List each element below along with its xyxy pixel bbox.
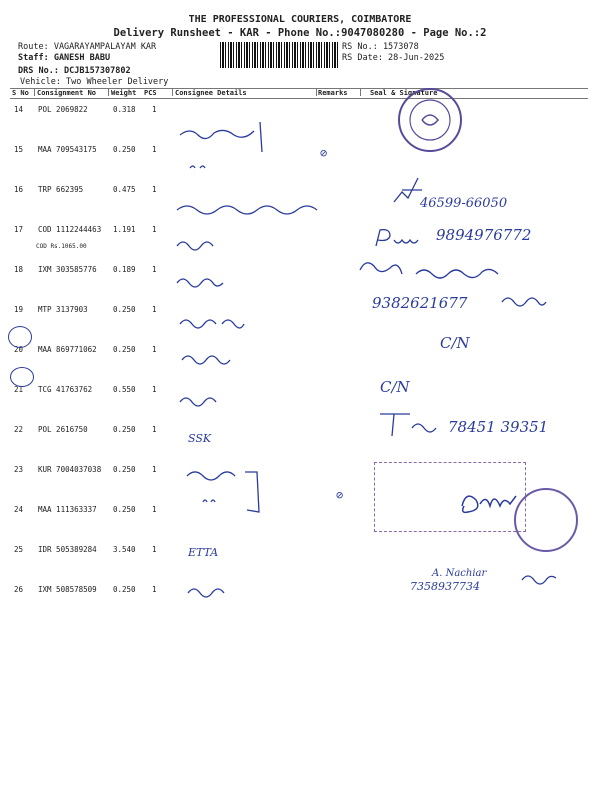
row-consignment: POL 2616750 <box>38 425 88 434</box>
table-row <box>10 142 588 182</box>
row-pcs: 1 <box>152 225 157 234</box>
signature-scribble <box>376 410 446 440</box>
signature-scribble <box>356 256 536 286</box>
handwritten-cn-r21: C/N <box>380 378 410 396</box>
vehicle-label: Vehicle: Two Wheeler Delivery <box>20 77 169 87</box>
table-row <box>10 382 588 422</box>
row-weight: 0.318 <box>113 105 136 114</box>
handwritten-consignee-r25: ETTA <box>188 546 219 559</box>
handwritten-consignee-scribble <box>175 200 355 218</box>
row-pcs: 1 <box>152 345 157 354</box>
remark-mark-icon: ⊘ <box>336 488 344 502</box>
row-pcs: 1 <box>152 425 157 434</box>
row-consignment: COD 1112244463 <box>38 225 102 234</box>
route-label: Route: VAGARAYAMPALAYAM KAR <box>18 42 157 52</box>
row-weight: 0.550 <box>113 385 136 394</box>
staff-label: Staff: GANESH BABU <box>18 53 111 63</box>
row-pcs: 1 <box>152 505 157 514</box>
row-20-circle-mark <box>8 326 32 348</box>
table-row <box>10 102 588 142</box>
handwritten-consignee-r22: SSK <box>188 432 212 445</box>
handwritten-consignee-scribble <box>175 238 215 252</box>
company-title: THE PROFESSIONAL COURIERS, COIMBATORE <box>188 14 412 25</box>
col-header-signature: Seal & Signature <box>370 89 438 97</box>
handwritten-phone-r19: 9382621677 <box>372 294 468 312</box>
col-header-pcs: PCS <box>144 89 157 97</box>
row-consignment: IXM 303585776 <box>38 265 97 274</box>
seal-ring-icon <box>400 90 460 150</box>
row-pcs: 1 <box>152 265 157 274</box>
signature-scribble <box>520 566 560 590</box>
row-21-circle-mark <box>10 367 34 387</box>
row-pcs: 1 <box>152 145 157 154</box>
row-consignment: KUR 7004037038 <box>38 465 102 474</box>
rs-date: RS Date: 28-Jun-2025 <box>342 53 445 63</box>
handwritten-phone-r22: 78451 39351 <box>448 418 549 436</box>
row-sno: 26 <box>14 585 24 594</box>
table-row <box>10 542 588 582</box>
row-consignment: MAA 709543175 <box>38 145 97 154</box>
row-sno: 23 <box>14 465 24 474</box>
row-pcs: 1 <box>152 385 157 394</box>
row-consignment: IXM 508578509 <box>38 585 97 594</box>
row-weight: 0.250 <box>113 425 136 434</box>
row-weight: 0.189 <box>113 265 136 274</box>
handwritten-consignee-scribble <box>178 316 248 330</box>
barcode <box>220 42 338 68</box>
handwritten-consignee-scribble <box>175 275 225 289</box>
table-row <box>10 582 588 622</box>
row-weight: 0.250 <box>113 305 136 314</box>
company-seal-stamp <box>398 88 462 152</box>
signature-scribble <box>372 226 432 250</box>
row-sno: 22 <box>14 425 24 434</box>
col-header-weight: Weight <box>111 89 137 97</box>
row-sno: 15 <box>14 145 24 154</box>
handwritten-cn-r20: C/N <box>440 334 470 352</box>
row-sno: 19 <box>14 305 24 314</box>
office-rect-stamp <box>374 462 526 532</box>
row-sno: 18 <box>14 265 24 274</box>
handwritten-phone-r17: 9894976772 <box>436 226 532 244</box>
table-row <box>10 342 588 382</box>
row-pcs: 1 <box>152 545 157 554</box>
row-weight: 0.250 <box>113 465 136 474</box>
row-weight: 0.250 <box>113 585 136 594</box>
handwritten-consignee-scribble <box>185 468 275 518</box>
row-sno: 20 <box>14 345 24 354</box>
row-pcs: 1 <box>152 185 157 194</box>
row-consignment: IDR 505389284 <box>38 545 97 554</box>
handwritten-name-r26: A. Nachiar <box>432 568 487 579</box>
row-weight: 0.250 <box>113 345 136 354</box>
row-consignment: TCG 41763762 <box>38 385 93 394</box>
row-pcs: 1 <box>152 105 157 114</box>
row-consignment: POL 2069822 <box>38 105 88 114</box>
cod-amount-note: COD Rs.1065.00 <box>36 243 87 250</box>
runsheet-subtitle: Delivery Runsheet - KAR - Phone No.:9047080280 - Page No.:2 <box>113 27 487 39</box>
row-sno: 14 <box>14 105 24 114</box>
handwritten-phone-r26: 7358937734 <box>410 580 480 593</box>
row-pcs: 1 <box>152 585 157 594</box>
signature-scribble <box>500 290 550 310</box>
col-header-consignee: Consignee Details <box>175 89 247 97</box>
signature-scribble <box>392 176 432 206</box>
row-sno: 24 <box>14 505 24 514</box>
handwritten-consignee-scribble <box>186 585 236 601</box>
row-sno: 16 <box>14 185 24 194</box>
col-header-sno: S No <box>12 89 29 97</box>
rs-number: RS No.: 1573078 <box>342 42 419 52</box>
row-sno: 17 <box>14 225 24 234</box>
row-pcs: 1 <box>152 465 157 474</box>
row-weight: 3.540 <box>113 545 136 554</box>
row-weight: 0.250 <box>113 505 136 514</box>
row-consignment: MAA 869771062 <box>38 345 97 354</box>
handwritten-phone-r16: 46599-66050 <box>420 196 508 211</box>
row-weight: 0.475 <box>113 185 136 194</box>
office-round-stamp <box>514 488 578 552</box>
drs-label: DRS No.: DCJB157307802 <box>18 66 131 76</box>
handwritten-consignee-scribble <box>180 352 240 366</box>
handwritten-consignee-scribble <box>175 120 275 190</box>
handwritten-consignee-scribble <box>178 394 228 408</box>
col-header-remarks: Remarks <box>318 89 348 97</box>
remark-mark-icon: ⊘ <box>320 146 328 160</box>
row-consignment: TRP 662395 <box>38 185 84 194</box>
row-weight: 1.191 <box>113 225 136 234</box>
row-weight: 0.250 <box>113 145 136 154</box>
row-sno: 21 <box>14 385 24 394</box>
col-header-consignment: Consignment No <box>37 89 97 97</box>
row-sno: 25 <box>14 545 24 554</box>
row-pcs: 1 <box>152 305 157 314</box>
row-consignment: MTP 3137903 <box>38 305 88 314</box>
row-consignment: MAA 111363337 <box>38 505 97 514</box>
